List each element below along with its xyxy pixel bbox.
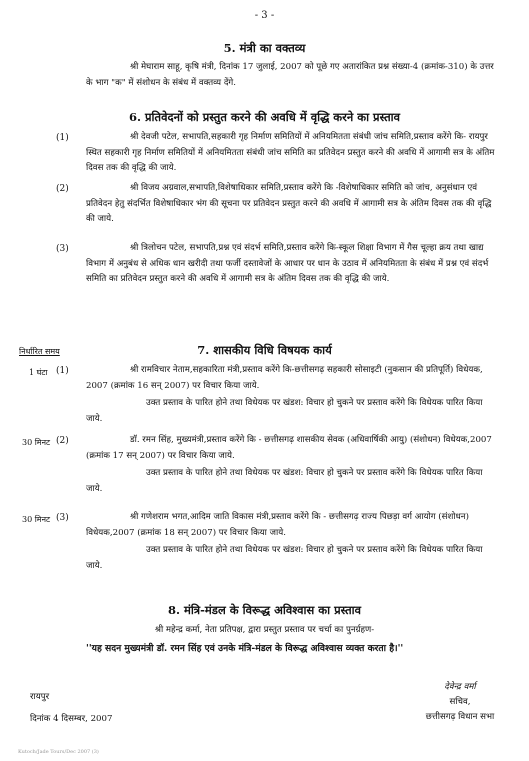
s7-item-3-text2: उक्त प्रस्ताव के पारित होने तथा विधेयक पर खंडश: विचार हो चुकने पर प्रस्ताव करेंगे कि विधेयक पारित किया जाये. [86,545,483,571]
section-8-quote: ''यह सदन मुख्यमंत्री डॉ. रमन सिंह एवं उनके मंत्रि-मंडल के विरूद्ध अविश्वास व्यक्त करता है।'' [86,643,404,654]
section-8-line: श्री महेन्द्र कर्मा, नेता प्रतिपक्ष, द्वारा प्रस्तुत प्रस्ताव पर चर्चा का पुनर्ग्रहण- [154,625,375,635]
s7-item-3-text: श्री गणेशराम भगत,आदिम जाति विकास मंत्री,प्रस्ताव करेंगे कि - छत्तीसगढ़ राज्य पिछड़ा वर्ग आयोग (संशोधन) विधेयक,2007 (क्रमांक 18 सन् 2007) पर विचार किया जाये. [86,512,469,538]
s6-item-2-number: (2) [56,184,69,194]
date-text: दिनांक 4 दिसम्बर, 2007 [30,714,113,724]
s7-item-1-text: श्री रामविचार नेताम,सहकारिता मंत्री,प्रस्ताव करेंगे कि-छत्तीसगढ़ सहकारी सोसाइटी (नुकसान की प्रतिपूर्ति) विधेयक, 2007 (क्रमांक 16 सन् 2007) पर विचार किया जाये. [86,365,483,391]
s7-item-2-time: 30 मिनट [22,438,51,447]
print-reference: Kutoch/Jade Tours/Dec 2007 (3) [18,749,99,755]
page-number: - 3 - [254,10,275,21]
section-5-text: श्री मेघाराम साहू, कृषि मंत्री, दिनांक 17 जुलाई, 2007 को पूछे गए अतारांकित प्रश्न संख्या-4 (क्रमांक-310) के उत्तर के भाग "क" में संशोधन के संबंध में वक्तव्य देंगे. [86,62,494,88]
s6-item-3-number: (3) [56,244,69,254]
section-7-heading: 7. शासकीय विधि विषयक कार्य [197,343,332,357]
s6-item-2-text: श्री विजय अग्रवाल,सभापति,विशेषाधिकार समिति,प्रस्ताव करेंगे कि -विशेषाधिकार समिति को जांच, अनुसंधान एवं प्रतिवेदन हेतु संदर्भित विशेषाधिकार भंग की सूचना पर प्रतिवेदन प्रस्तुत करने की अवधि में आगामी सत्र के अंतिम दिवस तक की वृद्धि की जाये. [86,183,492,224]
section-5-heading: 5. मंत्री का वक्तव्य [223,41,306,55]
s6-item-3-text: श्री त्रिलोचन पटेल, सभापति,प्रश्न एवं संदर्भ समिति,प्रस्ताव करेंगे कि-स्कूल शिक्षा विभाग में गैस चूल्हा क्रय तथा खाद्य विभाग में अनुबंध से अधिक धान खरीदी तथा फर्जी दस्तावेजों के आधार पर धान के उठाव में अनियमितता के संबंध में प्रश्न एवं संदर्भ समिति का प्रतिवेदन प्रस्तुत करने की अवधि में आगामी सत्र के अंतिम दिवस तक की वृद्धि की जाये. [86,243,489,284]
s7-item-1-text2: उक्त प्रस्ताव के पारित होने तथा विधेयक पर खंडश: विचार हो चुकने पर प्रस्ताव करेंगे कि विधेयक पारित किया जाये. [86,398,483,424]
s6-item-1-text: श्री देवजी पटेल, सभापति,सहकारी गृह निर्माण समितियों में अनियमितता संबंधी जांच समिति,प्रस्ताव करेंगे कि- रायपुर स्थित सहकारी गृह निर्माण समितियों में अनियमितता संबंधी जांच समिति का प्रतिवेदन प्रस्तुत करने की अवधि में आगामी सत्र के अंतिम दिवस तक की वृद्धि की जाये. [86,132,495,173]
signature-title: सचिव, [449,697,471,707]
s7-item-1-number: (1) [56,366,69,376]
s7-item-3-number: (3) [56,513,69,523]
s7-item-3-time: 30 मिनट [22,515,51,524]
section-8-heading: 8. मंत्रि-मंडल के विरूद्ध अविश्वास का प्रस्ताव [167,603,362,617]
s7-item-2-text: डॉ. रमन सिंह, मुख्यमंत्री,प्रस्ताव करेंगे कि - छत्तीसगढ़ शासकीय सेवक (अधिवार्षिकी आयु) (संशोधन) विधेयक,2007 (क्रमांक 17 सन् 2007) पर विचार किया जाये. [86,435,492,461]
signature-name: देवेन्द्र वर्मा [444,682,476,692]
section-6-heading: 6. प्रतिवेदनों को प्रस्तुत करने की अवधि में वृद्धि करने का प्रस्ताव [129,110,400,124]
scheduled-time-heading: निर्धारित समय [19,347,60,356]
place-text: रायपुर [30,692,50,702]
s7-item-2-number: (2) [56,436,69,446]
s7-item-1-time: 1 घंटा [29,368,48,377]
s7-item-2-text2: उक्त प्रस्ताव के पारित होने तथा विधेयक पर खंडश: विचार हो चुकने पर प्रस्ताव करेंगे कि विधेयक पारित किया जाये. [86,468,483,494]
s6-item-1-number: (1) [56,133,69,143]
signature-org: छत्तीसगढ़ विधान सभा [425,712,495,722]
